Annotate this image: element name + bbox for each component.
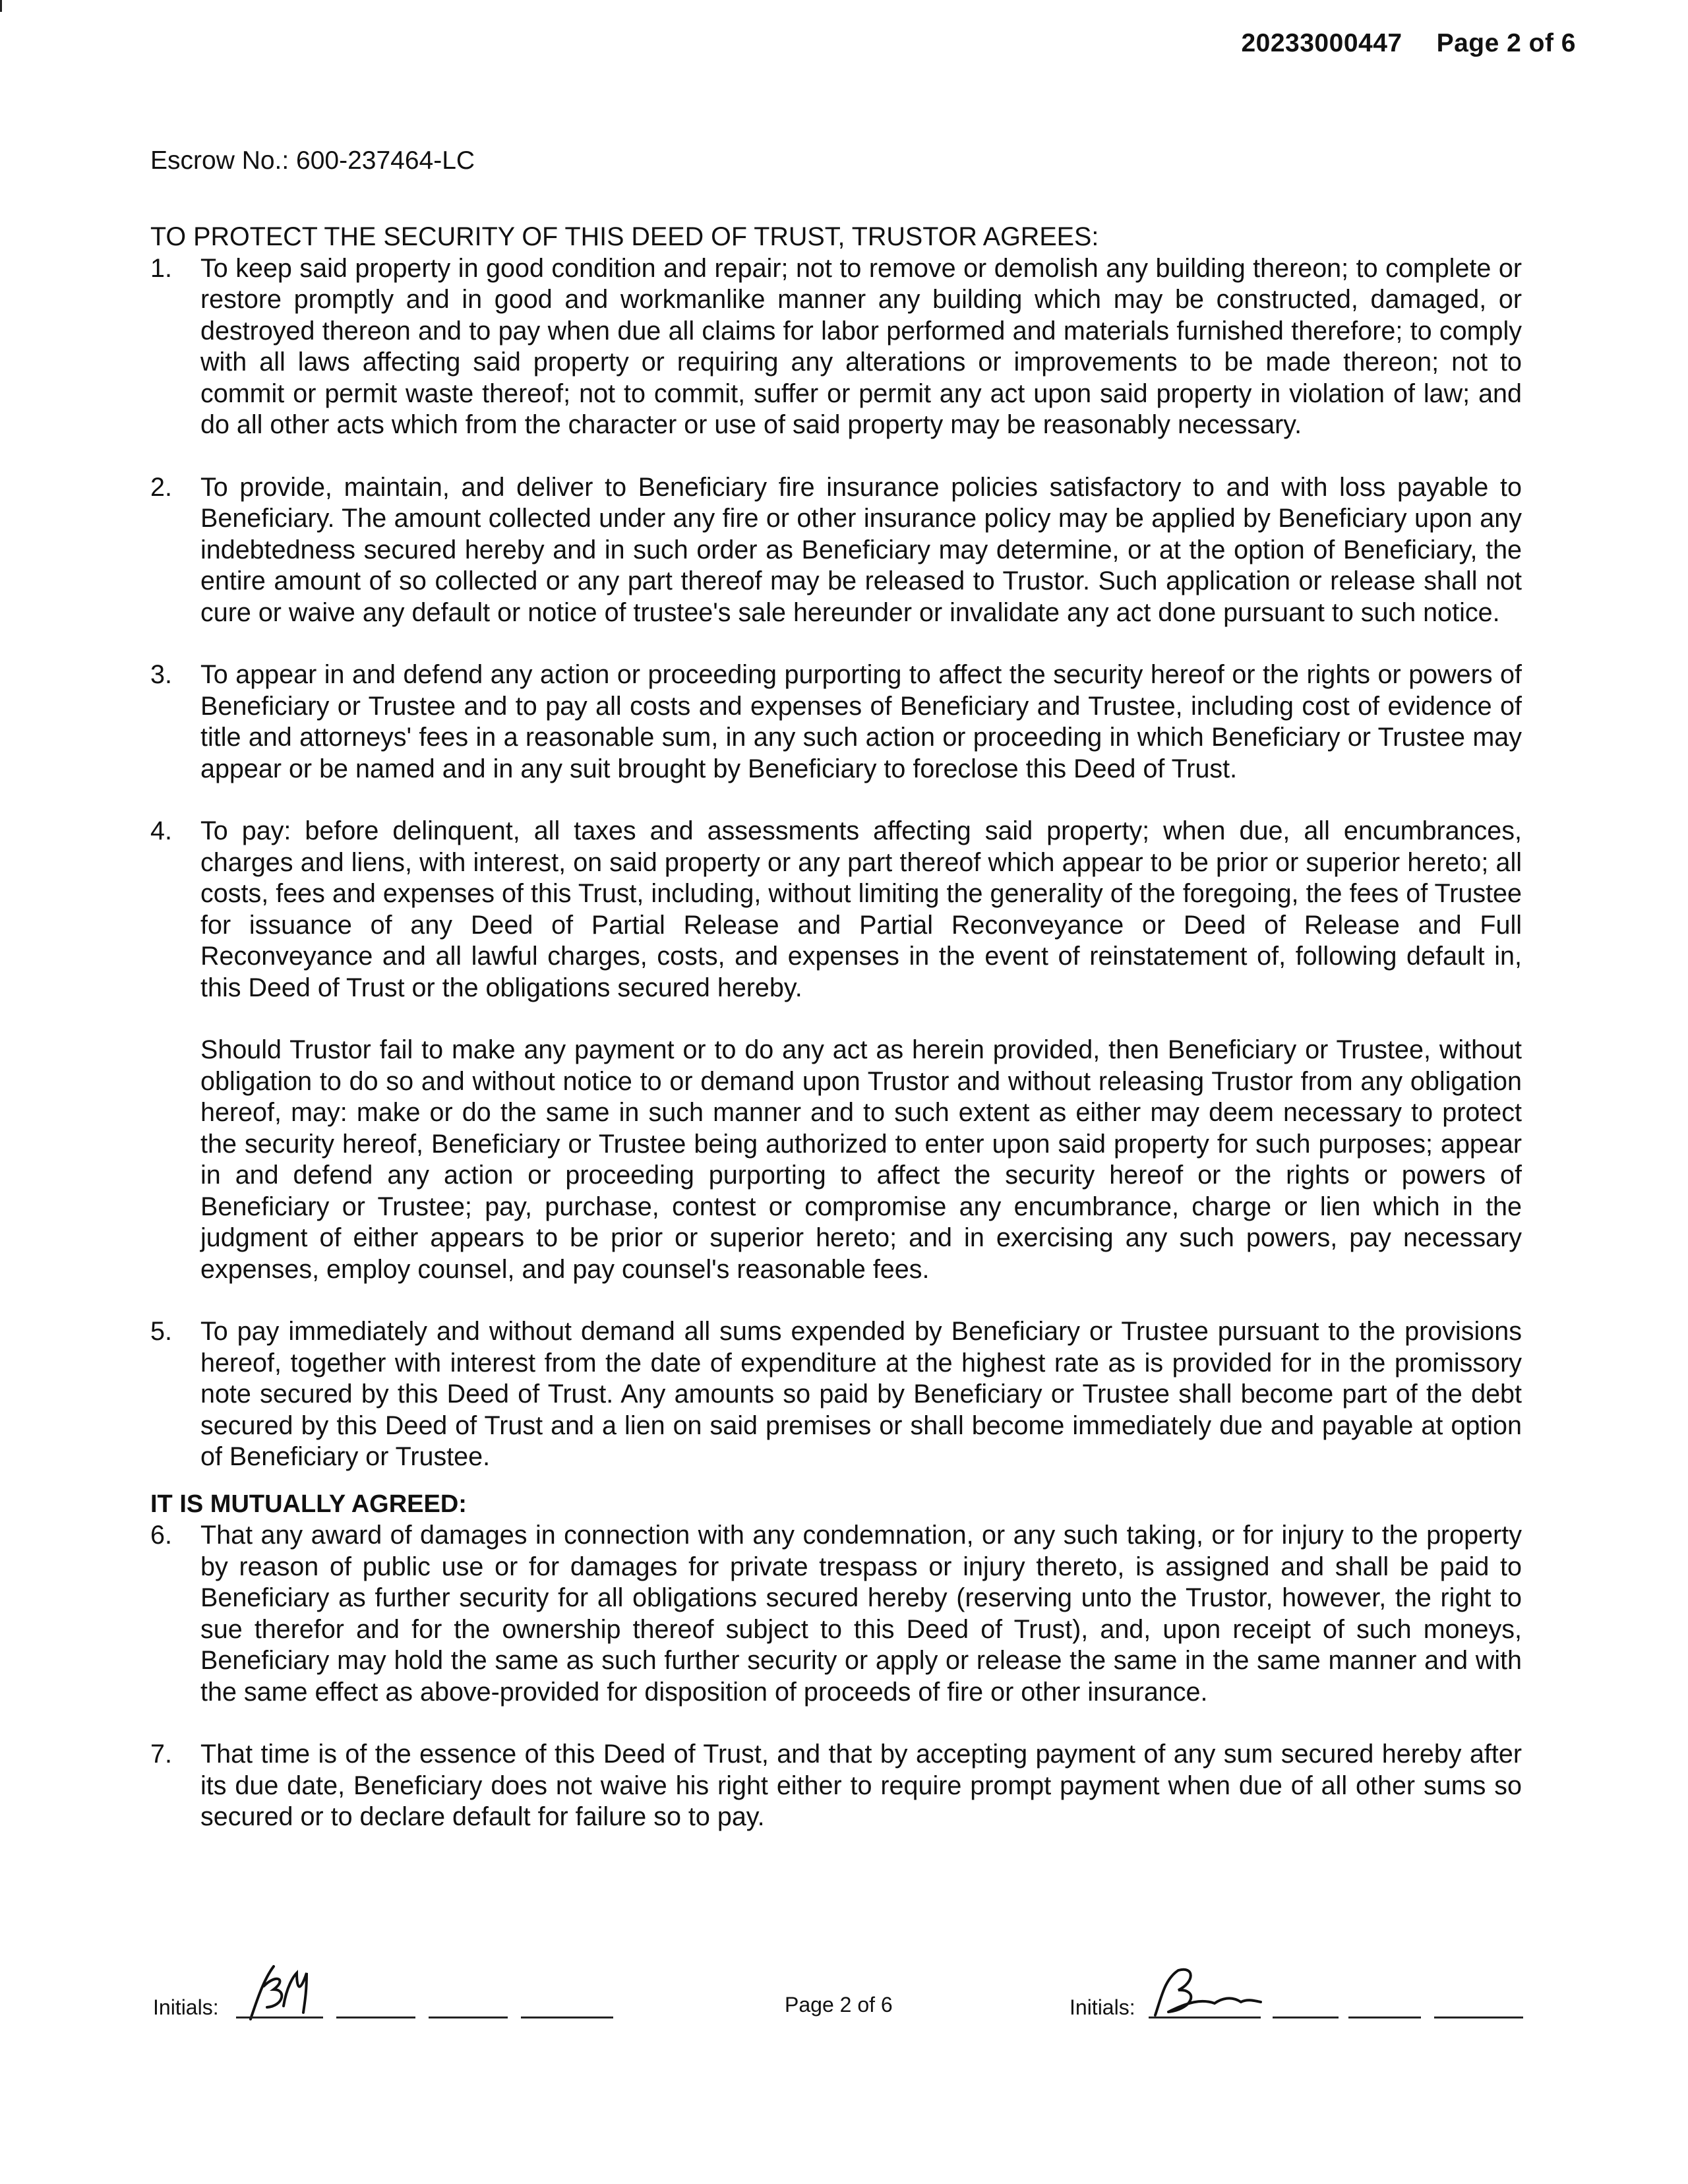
clause-6 xyxy=(150,1520,1522,1708)
initials-blank-left-4[interactable] xyxy=(521,2017,613,2018)
initials-right-label: Initials: xyxy=(1070,1995,1135,2019)
clause-number: 7. xyxy=(150,1740,172,1769)
header-page-label: Page 2 of 6 xyxy=(1436,29,1576,57)
clause-number: 5. xyxy=(150,1317,172,1346)
initials-blank-left-2[interactable] xyxy=(336,2017,415,2018)
page-footer xyxy=(0,1952,1688,2031)
clause-text: To appear in and defend any action or proceeding purporting to affect the security hereof or the rights or powers of Beneficiary or Trustee and to pay all costs and expenses of Beneficiary and Trustee, including cost of evidence of title and attorneys' fees in a reasonable sum, in any such action or proceeding in which Beneficiary or Trustee may appear or be named and in any suit brought by Beneficiary to foreclose this Deed of Trust. xyxy=(200,660,1522,783)
clause-1 xyxy=(150,253,1522,441)
initials-signature-left xyxy=(237,1960,323,2026)
escrow-number: Escrow No.: 600-237464-LC xyxy=(150,146,475,175)
scan-edge-mark xyxy=(0,0,2,12)
clause-7 xyxy=(150,1739,1522,1833)
initials-blank-right-4[interactable] xyxy=(1434,2017,1523,2018)
document-body xyxy=(150,222,1522,1833)
clause-text: To pay: before delinquent, all taxes and assessments affecting said property; when due, all encumbrances, charges and liens, with interest, on said property or any part thereof which appear to be prior or superior hereto; all costs, fees and expenses of this Trust, including, without limiting the generality of the foregoing, the fees of Trustee for issuance of any Deed of Partial Release and Partial Reconveyance or Deed of Release and Full Reconveyance and all lawful charges, costs, and expenses in the event of reinstatement of, following default in, this Deed of Trust or the obligations secured hereby. xyxy=(200,816,1522,1002)
section-heading-mutually-agreed: IT IS MUTUALLY AGREED: xyxy=(150,1490,467,1518)
document-header xyxy=(1055,29,1576,58)
clause-number: 1. xyxy=(150,253,172,283)
section-heading-trustor-agrees: TO PROTECT THE SECURITY OF THIS DEED OF TRUST, TRUSTOR AGREES: xyxy=(150,222,1099,251)
initials-blank-right-3[interactable] xyxy=(1348,2017,1421,2018)
clause-4 xyxy=(150,816,1522,1004)
clause-4-continuation: Should Trustor fail to make any payment or to do any act as herein provided, then Beneficiary or Trustee, without obligation to do so and without notice to or demand upon Trustor and without releasing Trustor from any obligation hereof, may: make or do the same in such manner and to such extent as either may deem necessary to protect the security hereof, Beneficiary or Trustee being authorized to enter upon said property for such purposes; appear in and defend any action or proceeding purporting to affect the security hereof or the rights or powers of Beneficiary or Trustee; pay, purchase, contest or compromise any encumbrance, charge or lien which in the judgment of either appears to be prior or superior hereto; and in exercising any such powers, pay necessary expenses, employ counsel, and pay counsel's reasonable fees. xyxy=(200,1035,1522,1284)
clause-3 xyxy=(150,659,1522,785)
clause-text: To provide, maintain, and deliver to Beneficiary fire insurance policies satisfactory to and with loss payable to Beneficiary. The amount collected under any fire or other insurance policy may be applied by Beneficiary upon any indebtedness secured hereby and in such order as Beneficiary may determine, or at the option of Beneficiary, the entire amount of so collected or any part thereof may be released to Trustor. Such application or release shall not cure or waive any default or notice of trustee's sale hereunder or invalidate any act done pursuant to such notice. xyxy=(200,472,1522,627)
clause-text: To pay immediately and without demand all sums expended by Beneficiary or Trustee pursuant to the provisions hereof, together with interest from the date of expenditure at the highest rate as is provided for in the promissory note secured by this Deed of Trust. Any amounts so paid by Beneficiary or Trustee shall become part of the debt secured by this Deed of Trust and a lien on said premises or shall become immediately due and payable at option of Beneficiary or Trustee. xyxy=(200,1317,1522,1471)
initials-blank-right-2[interactable] xyxy=(1273,2017,1339,2018)
clause-number: 6. xyxy=(150,1521,172,1550)
clause-2 xyxy=(150,472,1522,629)
initials-blank-left-3[interactable] xyxy=(429,2017,508,2018)
document-number: 20233000447 xyxy=(1241,29,1402,57)
clause-text: That time is of the essence of this Deed of Trust, and that by accepting payment of any sum secured hereby after its due date, Beneficiary does not waive his right either to require prompt payment when due of all other sums so secured or to declare default for failure so to pay. xyxy=(200,1740,1522,1831)
initials-blank-right-1[interactable] xyxy=(1149,2017,1261,2018)
footer-page-number: Page 2 of 6 xyxy=(785,1993,893,2017)
initials-left-label: Initials: xyxy=(153,1995,219,2019)
clause-number: 2. xyxy=(150,472,172,502)
clause-text: To keep said property in good condition and repair; not to remove or demolish any building thereon; to complete or restore promptly and in good and workmanlike manner any building which may be constructed, damaged, or destroyed thereon and to pay when due all claims for labor performed and materials furnished therefore; to comply with all laws affecting said property or requiring any alterations or improvements to be made thereon; not to commit or permit waste thereof; not to commit, suffer or permit any act upon said property in violation of law; and do all other acts which from the character or use of said property may be reasonably necessary. xyxy=(200,253,1522,439)
clause-number: 4. xyxy=(150,816,172,845)
clause-number: 3. xyxy=(150,660,172,689)
clause-5 xyxy=(150,1316,1522,1473)
clause-text: That any award of damages in connection with any condemnation, or any such taking, or for injury to the property by reason of public use or for damages for private trespass or injury thereto, is assigned and shall be paid to Beneficiary as further security for all obligations secured hereby (reserving unto the Trustor, however, the right to sue therefor and for the ownership thereof subject to this Deed of Trust), and, upon receipt of such moneys, Beneficiary may hold the same as such further security or apply or release the same in the same manner and with the same effect as above-provided for disposition of proceeds of fire or other insurance. xyxy=(200,1521,1522,1707)
initials-blank-left-1[interactable] xyxy=(236,2017,323,2018)
initials-signature-right xyxy=(1149,1962,1267,2022)
